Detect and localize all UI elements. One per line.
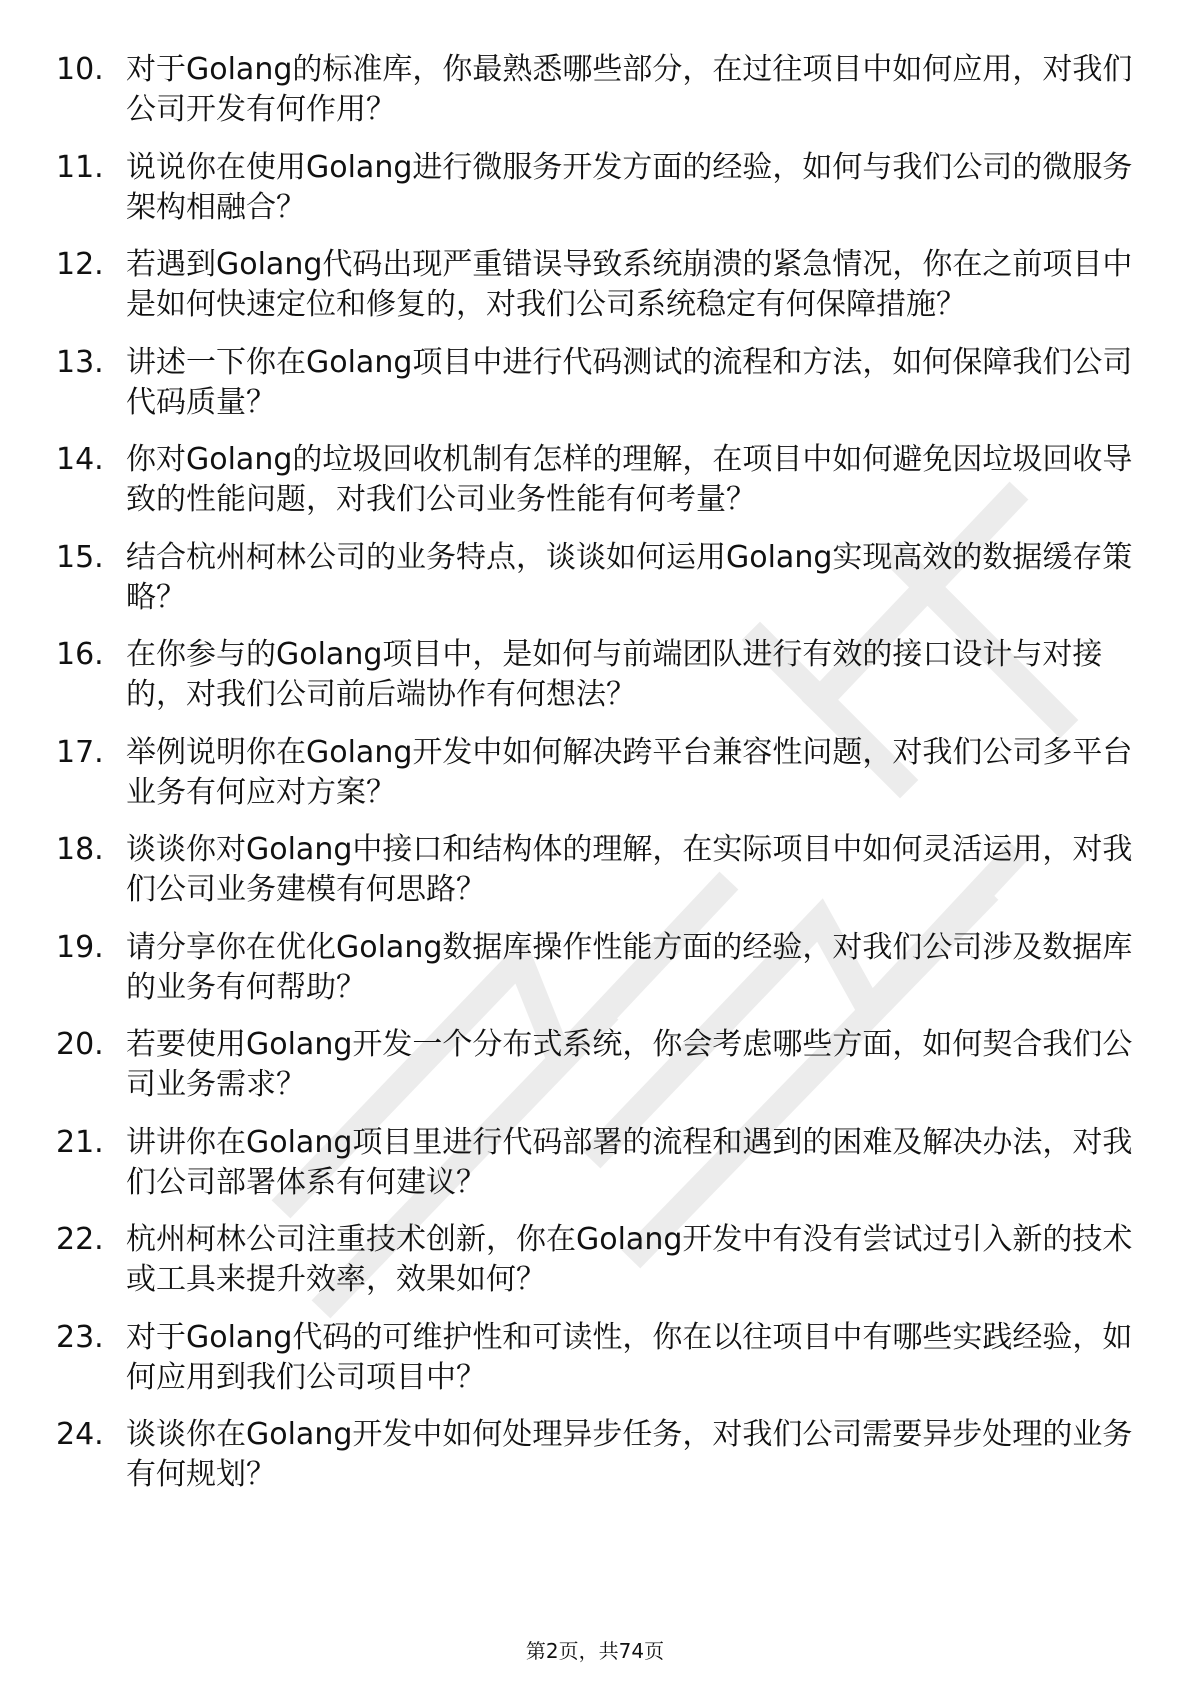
question-text: 谈谈你对Golang中接口和结构体的理解，在实际项目中如何灵活运用，对我们公司业务建模有何思路？	[126, 832, 1133, 907]
question-list	[56, 50, 1136, 1513]
question-number: 13.	[56, 344, 104, 380]
question-item	[56, 1220, 1136, 1300]
question-item	[56, 928, 1136, 1008]
question-item	[56, 1415, 1136, 1495]
question-number: 21.	[56, 1124, 104, 1160]
question-text: 说说你在使用Golang进行微服务开发方面的经验，如何与我们公司的微服务架构相融合？	[126, 149, 1133, 225]
question-number: 24.	[56, 1417, 104, 1452]
question-item	[56, 538, 1136, 618]
question-text: 请分享你在优化Golang数据库操作性能方面的经验，对我们公司涉及数据库的业务有何帮助？	[126, 929, 1133, 1005]
question-text: 讲述一下你在Golang项目中进行代码测试的流程和方法，如何保障我们公司代码质量？	[126, 344, 1133, 420]
question-text: 若遇到Golang代码出现严重错误导致系统崩溃的紧急情况，你在之前项目中是如何快速定位和修复的，对我们公司系统稳定有何保障措施？	[126, 247, 1133, 322]
question-number: 12.	[56, 247, 104, 282]
question-item	[56, 1318, 1136, 1398]
question-number: 11.	[56, 149, 104, 185]
question-text: 你对Golang的垃圾回收机制有怎样的理解，在项目中如何避免因垃圾回收导致的性能问题，对我们公司业务性能有何考量？	[126, 442, 1133, 517]
page-footer: 第2页，共74页	[525, 1639, 665, 1663]
question-item	[56, 830, 1136, 910]
question-item	[56, 1123, 1136, 1203]
question-number: 16.	[56, 637, 104, 672]
question-text: 对于Golang的标准库，你最熟悉哪些部分，在过往项目中如何应用，对我们公司开发有何作用？	[126, 52, 1133, 127]
question-number: 15.	[56, 539, 104, 575]
question-item	[56, 245, 1136, 325]
question-text: 结合杭州柯林公司的业务特点，谈谈如何运用Golang实现高效的数据缓存策略？	[126, 539, 1133, 615]
question-text: 若要使用Golang开发一个分布式系统，你会考虑哪些方面，如何契合我们公司业务需求？	[126, 1027, 1133, 1102]
question-number: 18.	[56, 832, 104, 867]
question-item	[56, 343, 1136, 423]
question-text: 杭州柯林公司注重技术创新，你在Golang开发中有没有尝试过引入新的技术或工具来提升效率，效果如何？	[126, 1222, 1133, 1297]
question-item	[56, 733, 1136, 813]
question-number: 14.	[56, 442, 104, 477]
question-number: 23.	[56, 1319, 104, 1355]
question-text: 对于Golang代码的可维护性和可读性，你在以往项目中有哪些实践经验，如何应用到我们公司项目中？	[126, 1319, 1133, 1395]
question-text: 举例说明你在Golang开发中如何解决跨平台兼容性问题，对我们公司多平台业务有何应对方案？	[126, 734, 1133, 810]
question-number: 17.	[56, 734, 104, 770]
question-item	[56, 148, 1136, 228]
question-number: 22.	[56, 1222, 104, 1257]
question-item	[56, 440, 1136, 520]
question-item	[56, 1025, 1136, 1105]
question-number: 20.	[56, 1027, 104, 1062]
question-item	[56, 50, 1136, 130]
question-text: 谈谈你在Golang开发中如何处理异步任务，对我们公司需要异步处理的业务有何规划？	[126, 1417, 1133, 1492]
question-text: 讲讲你在Golang项目里进行代码部署的流程和遇到的困难及解决办法，对我们公司部署体系有何建议？	[126, 1124, 1133, 1200]
question-number: 19.	[56, 929, 104, 965]
question-item	[56, 635, 1136, 715]
question-text: 在你参与的Golang项目中，是如何与前端团队进行有效的接口设计与对接的，对我们公司前后端协作有何想法？	[126, 637, 1103, 712]
question-number: 10.	[56, 52, 104, 87]
